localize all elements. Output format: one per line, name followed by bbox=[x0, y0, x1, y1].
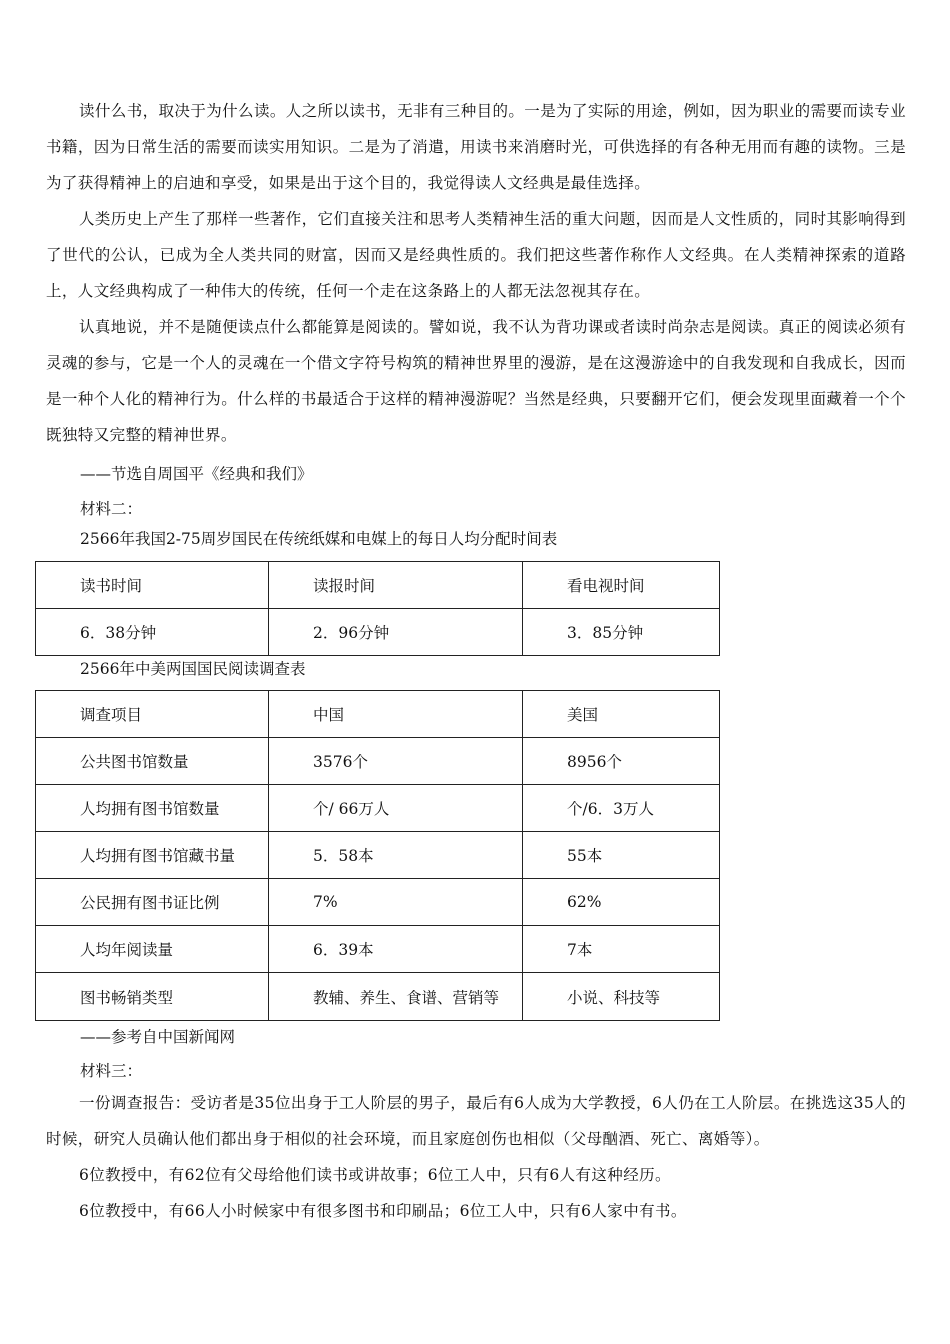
table-cell: 个/6．3万人 bbox=[523, 785, 720, 832]
table-cell: 6．39本 bbox=[269, 926, 523, 973]
table-row bbox=[36, 785, 720, 832]
table-cell: 公共图书馆数量 bbox=[36, 738, 269, 785]
table-row bbox=[36, 609, 720, 656]
table-row bbox=[36, 879, 720, 926]
table-cell: 个/ 66万人 bbox=[269, 785, 523, 832]
table-header-row bbox=[36, 691, 720, 738]
table-row bbox=[36, 738, 720, 785]
table-cell: 7% bbox=[269, 879, 523, 926]
table-cell: 6．38分钟 bbox=[36, 609, 269, 656]
table-cell: 2．96分钟 bbox=[269, 609, 523, 656]
table-row bbox=[36, 832, 720, 879]
china-us-reading-survey-table bbox=[35, 690, 720, 1021]
table-row bbox=[36, 973, 720, 1021]
table-cell: 读报时间 bbox=[269, 562, 523, 609]
table-cell: 3576个 bbox=[269, 738, 523, 785]
table-cell: 图书畅销类型 bbox=[36, 973, 269, 1021]
table-cell: 62% bbox=[523, 879, 720, 926]
material3-paragraph-2: 6位教授中，有62位有父母给他们读书或讲故事；6位工人中，只有6人有这种经历。 bbox=[79, 1166, 671, 1184]
table-cell: 人均拥有图书馆藏书量 bbox=[36, 832, 269, 879]
table1-caption: 2566年我国2-75周岁国民在传统纸媒和电媒上的每日人均分配时间表 bbox=[80, 530, 558, 548]
table-cell: 5．58本 bbox=[269, 832, 523, 879]
material3-paragraph-1: 一份调查报告：受访者是35位出身于工人阶层的男子，最后有6人成为大学教授，6人仍在工人阶层。在挑选这35人的时候，研究人员确认他们都出身于相似的社会环境，而且家庭创伤也相似（父母酗酒、死亡、离婚等）。 bbox=[46, 1094, 906, 1148]
table2-caption: 2566年中美两国国民阅读调查表 bbox=[80, 660, 306, 678]
material2-heading: 材料二： bbox=[80, 500, 143, 518]
table-cell: 读书时间 bbox=[36, 562, 269, 609]
table-cell: 中国 bbox=[269, 691, 523, 738]
table-cell: 7本 bbox=[523, 926, 720, 973]
table-header-row bbox=[36, 562, 720, 609]
table-cell: 55本 bbox=[523, 832, 720, 879]
material1-paragraph-2: 人类历史上产生了那样一些著作，它们直接关注和思考人类精神生活的重大问题，因而是人文性质的，同时其影响得到了世代的公认，已成为全人类共同的财富，因而又是经典性质的。我们把这些著作称作人文经典。在人类精神探索的道路上，人文经典构成了一种伟大的传统，任何一个走在这条路上的人都无法忽视其存在。 bbox=[46, 210, 906, 300]
table-cell: 调查项目 bbox=[36, 691, 269, 738]
table-cell: 3．85分钟 bbox=[523, 609, 720, 656]
table-cell: 美国 bbox=[523, 691, 720, 738]
material3-heading: 材料三： bbox=[80, 1062, 143, 1080]
material3-paragraph-3: 6位教授中，有66人小时候家中有很多图书和印刷品；6位工人中，只有6人家中有书。 bbox=[79, 1202, 687, 1220]
material1-paragraph-1: 读什么书，取决于为什么读。人之所以读书，无非有三种目的。一是为了实际的用途，例如，因为职业的需要而读专业书籍，因为日常生活的需要而读实用知识。二是为了消遣，用读书来消磨时光，可供选择的有各种无用而有趣的读物。三是为了获得精神上的启迪和享受，如果是出于这个目的，我觉得读人文经典是最佳选择。 bbox=[46, 102, 906, 192]
table-cell: 看电视时间 bbox=[523, 562, 720, 609]
table-cell: 教辅、养生、食谱、营销等 bbox=[269, 973, 523, 1021]
table-row bbox=[36, 926, 720, 973]
table-cell: 小说、科技等 bbox=[523, 973, 720, 1021]
table-cell: 8956个 bbox=[523, 738, 720, 785]
material2-source: ——参考自中国新闻网 bbox=[80, 1028, 236, 1046]
daily-media-time-table bbox=[35, 561, 720, 656]
material1-paragraph-3: 认真地说，并不是随便读点什么都能算是阅读的。譬如说，我不认为背功课或者读时尚杂志是阅读。真正的阅读必须有灵魂的参与，它是一个人的灵魂在一个借文字符号构筑的精神世界里的漫游，是在这漫游途中的自我发现和自我成长，因而是一种个人化的精神行为。什么样的书最适合于这样的精神漫游呢？当然是经典，只要翻开它们，便会发现里面藏着一个个既独特又完整的精神世界。 bbox=[46, 318, 906, 444]
table-cell: 人均拥有图书馆数量 bbox=[36, 785, 269, 832]
table-cell: 人均年阅读量 bbox=[36, 926, 269, 973]
table-cell: 公民拥有图书证比例 bbox=[36, 879, 269, 926]
material1-source: ——节选自周国平《经典和我们》 bbox=[80, 465, 313, 483]
